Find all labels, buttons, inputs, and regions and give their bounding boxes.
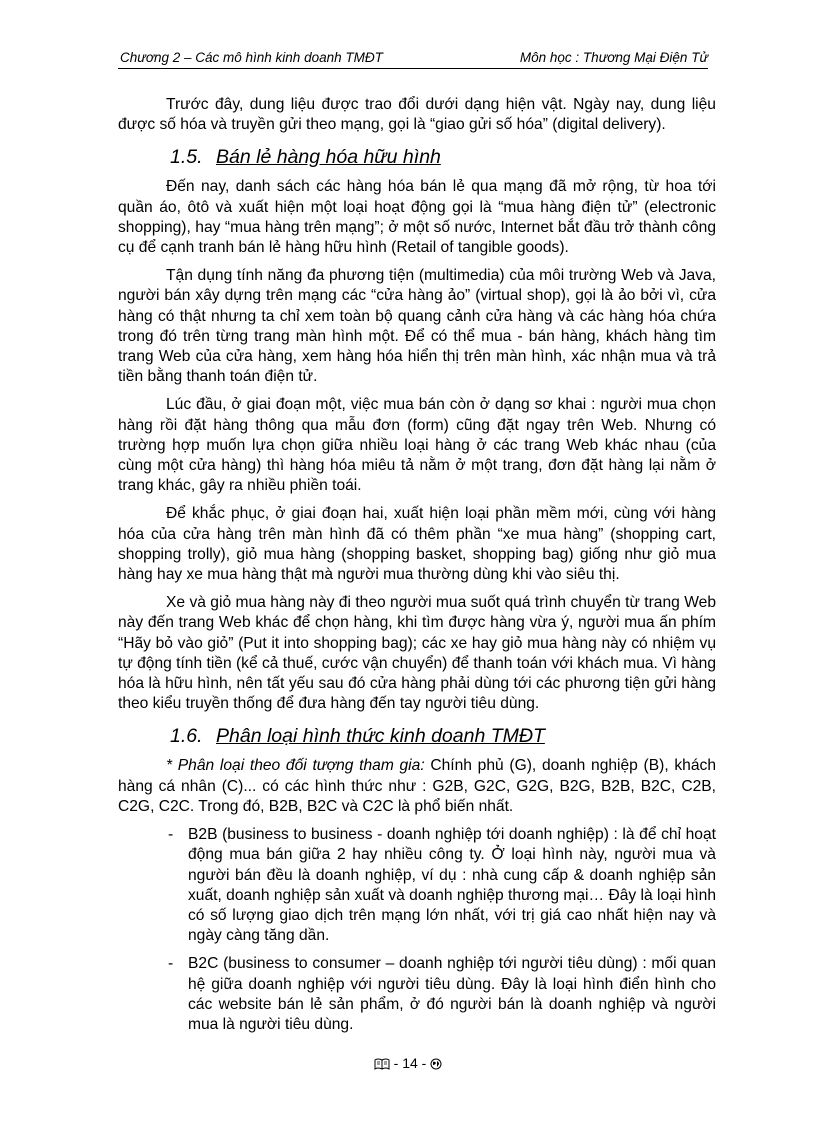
section-heading-1-6 bbox=[170, 724, 716, 748]
list-item-b2b bbox=[118, 825, 716, 946]
paragraph: Để khắc phục, ở giai đoạn hai, xuất hiện loại phần mềm mới, cùng với hàng hóa của cửa hàng trên màn hình đã có thêm phần “xe mua hàng” (shopping cart, shopping trolly), giỏ mua hàng (shopping basket, shopping bag) giống như giỏ mua hàng hay xe mua hàng thật mà người mua thường dùng khi vào siêu thị. bbox=[118, 505, 716, 584]
page-footer bbox=[0, 1055, 816, 1071]
section-number: 1.6. bbox=[170, 725, 203, 748]
header-chapter-title: Chương 2 – Các mô hình kinh doanh TMĐT bbox=[120, 50, 383, 65]
section-heading-1-5 bbox=[170, 145, 716, 169]
book-icon bbox=[374, 1055, 390, 1071]
classification-text: Chính phủ (G), doanh nghiệp (B), khách hàng cá nhân (C)... có các hình thức như : G2B, G2C, G2G, B2G, B2B, B2C, C2B, C2G, C2C. Trong đó, B2B, B2C và C2C là phổ biến nhất. bbox=[118, 757, 716, 815]
paragraph-classification bbox=[118, 756, 716, 817]
section-number: 1.5. bbox=[170, 146, 203, 169]
paragraph: Xe và giỏ mua hàng này đi theo người mua suốt quá trình chuyển từ trang Web này đến trang Web khác để chọn hàng, khi tìm được hàng vừa ý, người mua ấn phím “Hãy bỏ vào giỏ” (Put it into shopping bag); các xe hay giỏ mua hàng này có nhiệm vụ tự động tính tiền (kể cả thuế, cước vận chuyển) để thanh toán với khách mua. Vì hàng hóa là hữu hình, nên tất yếu sau đó cửa hàng phải dùng tới các phương tiện gửi hàng theo kiểu truyền thống để đưa hàng đến tay người tiêu dùng. bbox=[118, 594, 716, 713]
paragraph: Tận dụng tính năng đa phương tiện (multimedia) của môi trường Web và Java, người bán xây dựng trên mạng các “cửa hàng ảo” (virtual shop), gọi là ảo bởi vì, cửa hàng có thật nhưng ta chỉ xem toàn bộ quang cảnh cửa hàng và các hàng hóa chứa trong đó trên từng trang màn hình một. Để có thể mua - bán hàng, khách hàng tìm trang Web của cửa hàng, xem hàng hóa hiển thị trên màn hình, xác nhận mua và trả tiền bằng thanh toán điện tử. bbox=[118, 267, 716, 386]
bullet-dash: - bbox=[168, 826, 174, 844]
list-item-text: B2B (business to business - doanh nghiệp tới doanh nghiệp) : là để chỉ hoạt động mua bán giữa 2 hay nhiều công ty. Ở loại hình này, người mua và người bán đều là doanh nghiệp, ví dụ : nhà cung cấp & doanh nghiệp sản xuất, doanh nghiệp sản xuất và doanh nghiệp thương mại… Đây là loại hình có số lượng giao dịch trên mạng lớn nhất, với trị giá cao nhất hiện nay và ngày càng tăng dần. bbox=[188, 826, 716, 945]
page-header bbox=[118, 46, 708, 69]
list-item-b2c bbox=[118, 954, 716, 1035]
classification-label: * Phân loại theo đối tượng tham gia: bbox=[166, 757, 425, 775]
page-number: - 14 - bbox=[389, 1055, 431, 1071]
bullet-dash: - bbox=[168, 955, 174, 973]
paragraph-digital-delivery: Trước đây, dung liệu được trao đổi dưới dạng hiện vật. Ngày nay, dung liệu được số hóa và truyền gửi theo mạng, gọi là “giao gửi số hóa” (digital delivery). bbox=[118, 96, 716, 134]
paragraph: Đến nay, danh sách các hàng hóa bán lẻ qua mạng đã mở rộng, từ hoa tới quần áo, ôtô và xuất hiện một loại hoạt động gọi là “mua hàng điện tử” (electronic shopping), hay “mua hàng trên mạng”; ở một số nước, Internet bắt đầu trở thành công cụ để cạnh tranh bán lẻ hàng hữu hình (Retail of tangible goods). bbox=[118, 178, 716, 257]
bullet-list bbox=[118, 825, 716, 1035]
header-course-title: Môn học : Thương Mại Điện Tử bbox=[519, 50, 708, 65]
paragraph: Lúc đầu, ở giai đoạn một, việc mua bán còn ở dạng sơ khai : người mua chọn hàng rồi đặt hàng thông qua mẫu đơn (form) cũng đặt ngay trên Web. Nhưng có trường hợp muốn lựa chọn giữa nhiều loại hàng ở các trang Web khác nhau (của cùng một cửa hàng) thì hàng hóa miêu tả nằm ở một trang, đơn đặt hàng lại nằm ở trang khác, gây ra nhiều phiền toái. bbox=[118, 396, 716, 495]
section-title: Bán lẻ hàng hóa hữu hình bbox=[216, 146, 441, 169]
section-title: Phân loại hình thức kinh doanh TMĐT bbox=[216, 725, 545, 748]
list-item-text: B2C (business to consumer – doanh nghiệp tới người tiêu dùng) : mối quan hệ giữa doanh nghiệp với người tiêu dùng. Đây là loại hình điển hình cho các website bán lẻ sản phẩm, ở đó người bán là doanh nghiệp và người mua là người tiêu dùng. bbox=[188, 955, 716, 1033]
document-body bbox=[118, 95, 716, 1043]
globe-icon bbox=[430, 1055, 442, 1071]
